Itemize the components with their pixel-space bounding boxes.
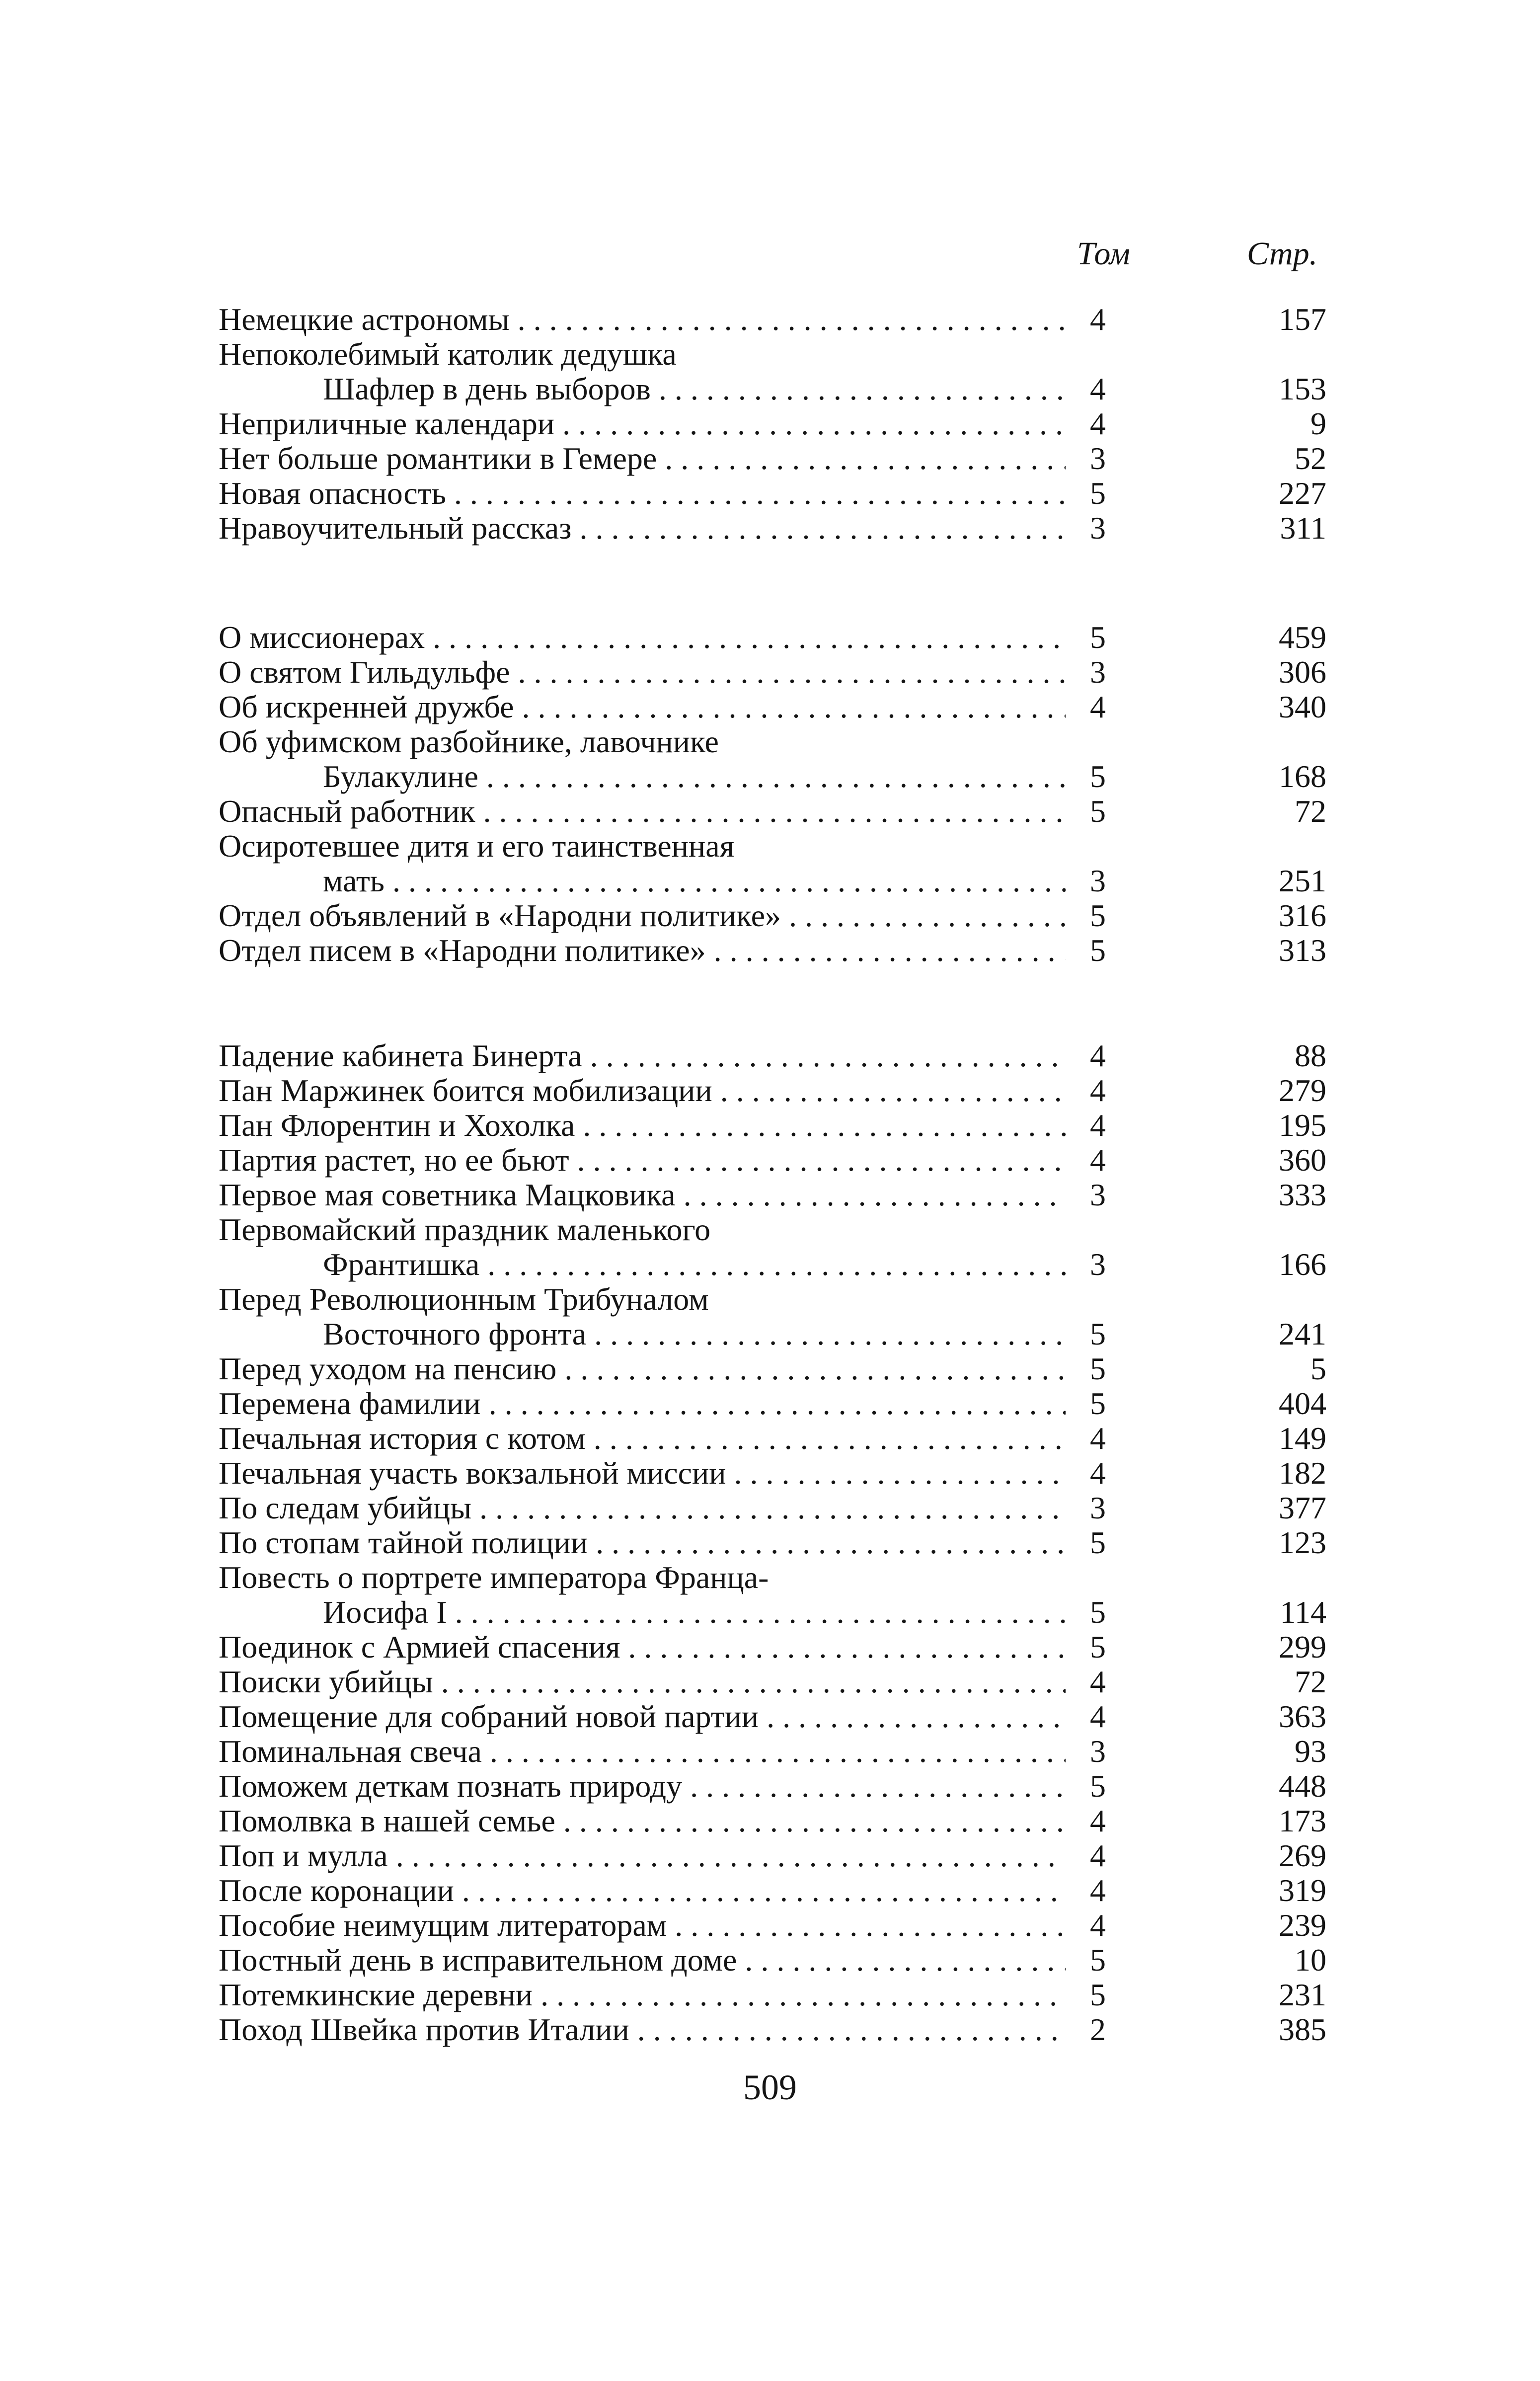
entry-title: Франтишка . . . [323, 1247, 1066, 1282]
index-row [0, 1873, 1540, 1908]
entry-title: Пан Флорентин и Хохолка . . . [219, 1108, 1066, 1143]
entry-volume: 4 [1090, 1664, 1106, 1699]
index-row [0, 372, 1540, 406]
entry-page: 306 [1279, 654, 1326, 690]
entry-title: Пособие неимущим литераторам . . . [219, 1908, 1066, 1943]
entry-volume: 5 [1090, 1768, 1106, 1804]
entry-volume: 5 [1090, 1351, 1106, 1386]
entry-title: Падение кабинета Бинерта . . . [219, 1038, 1066, 1073]
entry-volume: 3 [1090, 441, 1106, 476]
index-row [0, 511, 1540, 546]
index-row [0, 1943, 1540, 1978]
entry-volume: 4 [1090, 406, 1106, 441]
entry-title: Поиски убийцы . . . [219, 1665, 1066, 1699]
entry-page: 313 [1279, 933, 1326, 968]
entry-page: 333 [1279, 1177, 1326, 1212]
entry-page: 114 [1280, 1594, 1326, 1630]
index-row [0, 1908, 1540, 1943]
index-row [0, 864, 1540, 898]
index-row [0, 759, 1540, 794]
index-row [0, 1143, 1540, 1178]
entry-page: 173 [1279, 1803, 1326, 1838]
entry-page: 448 [1279, 1768, 1326, 1804]
entry-volume: 3 [1090, 1247, 1106, 1282]
entry-title: По стопам тайной полиции . . . [219, 1525, 1066, 1560]
entry-title: Немецкие астрономы . . . [219, 302, 1066, 337]
index-row [0, 1421, 1540, 1456]
entry-page: 319 [1279, 1873, 1326, 1908]
entry-title: После коронации . . . [219, 1873, 1066, 1908]
entry-page: 269 [1279, 1838, 1326, 1873]
entry-page: 385 [1279, 2012, 1326, 2047]
index-row [0, 406, 1540, 441]
entry-volume: 5 [1090, 1525, 1106, 1560]
index-row [0, 1665, 1540, 1699]
entry-page: 72 [1295, 1664, 1326, 1699]
entry-volume: 5 [1090, 1316, 1106, 1351]
entry-title: Постный день в исправительном доме . . . [219, 1943, 1066, 1978]
entry-page: 316 [1279, 898, 1326, 933]
entry-volume: 5 [1090, 898, 1106, 933]
volume-column-header: Том [1077, 236, 1130, 272]
entry-page: 166 [1279, 1247, 1326, 1282]
entry-volume: 4 [1090, 1838, 1106, 1873]
entry-title: Опасный работник . . . [219, 794, 1066, 829]
entry-page: 363 [1279, 1699, 1326, 1734]
entry-page: 123 [1279, 1525, 1326, 1560]
index-row [0, 1491, 1540, 1525]
entry-volume: 4 [1090, 1803, 1106, 1838]
index-row [0, 1282, 1540, 1317]
entry-title: Поп и мулла . . . [219, 1838, 1066, 1873]
entry-title: Отдел писем в «Народни политике» . . . [219, 933, 1066, 968]
entry-page: 93 [1295, 1734, 1326, 1769]
index-row [0, 1038, 1540, 1073]
entry-volume: 4 [1090, 689, 1106, 724]
index-row [0, 2012, 1540, 2047]
page-column-header: Стр. [1247, 236, 1318, 272]
entry-title: Об искренней дружбе . . . [219, 690, 1066, 724]
index-row [0, 337, 1540, 372]
entry-volume: 4 [1090, 1073, 1106, 1108]
entry-title: Помолвка в нашей семье . . . [219, 1804, 1066, 1838]
entry-page: 168 [1279, 759, 1326, 794]
entry-title: Помещение для собраний новой партии . . . [219, 1699, 1066, 1734]
index-row [0, 829, 1540, 864]
index-row [0, 1560, 1540, 1595]
entry-title: Неприличные календари . . . [219, 406, 1066, 441]
index-row [0, 441, 1540, 476]
entry-volume: 5 [1090, 933, 1106, 968]
entry-volume: 4 [1090, 1699, 1106, 1734]
entry-volume: 4 [1090, 1455, 1106, 1491]
index-row [0, 1351, 1540, 1386]
entry-volume: 5 [1090, 1594, 1106, 1630]
index-row [0, 898, 1540, 933]
entry-page: 340 [1279, 689, 1326, 724]
page-number: 509 [743, 2067, 797, 2107]
entry-volume: 4 [1090, 1142, 1106, 1178]
entry-title: Булакулине . . . [323, 759, 1066, 794]
entry-volume: 5 [1090, 759, 1106, 794]
entry-page: 227 [1279, 476, 1326, 511]
entry-page: 311 [1280, 510, 1326, 546]
entry-page: 279 [1279, 1073, 1326, 1108]
entry-title: Перед уходом на пенсию . . . [219, 1351, 1066, 1386]
entry-page: 231 [1279, 1977, 1326, 2012]
entry-volume: 4 [1090, 1873, 1106, 1908]
entry-page: 251 [1279, 863, 1326, 898]
entry-title: По следам убийцы . . . [219, 1491, 1066, 1525]
entry-title: О миссионерах . . . [219, 620, 1066, 655]
index-group-o [0, 620, 1540, 968]
index-row [0, 1699, 1540, 1734]
entry-title: Перед Революционным Трибуналом [219, 1282, 709, 1317]
entry-title: Пан Маржинек боится мобилизации . . . [219, 1073, 1066, 1108]
index-row [0, 724, 1540, 759]
entry-page: 149 [1279, 1421, 1326, 1456]
index-row [0, 1838, 1540, 1873]
index-row [0, 620, 1540, 655]
entry-title: Печальная участь вокзальной миссии . . . [219, 1456, 1066, 1491]
entry-title: мать . . . [323, 864, 1066, 898]
index-row [0, 1769, 1540, 1804]
entry-page: 239 [1279, 1907, 1326, 1943]
index-group-n [0, 302, 1540, 546]
index-row [0, 1595, 1540, 1630]
index-row [0, 794, 1540, 829]
index-row [0, 1978, 1540, 2012]
entry-title: Поединок с Армией спасения . . . [219, 1630, 1066, 1665]
entry-title: Печальная история с котом . . . [219, 1421, 1066, 1456]
entry-title: Первомайский праздник маленького [219, 1212, 711, 1247]
entry-volume: 3 [1090, 654, 1106, 690]
entry-title: Потемкинские деревни . . . [219, 1978, 1066, 2012]
entry-volume: 4 [1090, 1108, 1106, 1143]
entry-title: О святом Гильдульфе . . . [219, 655, 1066, 690]
entry-title: Непоколебимый католик дедушка [219, 337, 677, 372]
entry-volume: 3 [1090, 1490, 1106, 1525]
index-row [0, 1247, 1540, 1282]
entry-volume: 2 [1090, 2012, 1106, 2047]
entry-page: 241 [1279, 1316, 1326, 1351]
index-group-p [0, 1038, 1540, 2047]
entry-page: 195 [1279, 1108, 1326, 1143]
entry-volume: 4 [1090, 1038, 1106, 1073]
entry-volume: 4 [1090, 1421, 1106, 1456]
entry-page: 404 [1279, 1386, 1326, 1421]
index-row [0, 655, 1540, 690]
entry-title: Новая опасность . . . [219, 476, 1066, 511]
entry-title: Поминальная свеча . . . [219, 1734, 1066, 1769]
entry-title: Повесть о портрете императора Франца- [219, 1560, 769, 1595]
index-row [0, 1734, 1540, 1769]
index-row [0, 1386, 1540, 1421]
entry-volume: 5 [1090, 1977, 1106, 2012]
entry-page: 377 [1279, 1490, 1326, 1525]
index-row [0, 1073, 1540, 1108]
entry-page: 52 [1295, 441, 1326, 476]
index-row [0, 1178, 1540, 1212]
entry-volume: 4 [1090, 1907, 1106, 1943]
entry-title: Осиротевшее дитя и его таинственная [219, 829, 735, 864]
entry-title: Партия растет, но ее бьют . . . [219, 1143, 1066, 1178]
index-row [0, 476, 1540, 511]
entry-title: Нравоучительный рассказ . . . [219, 511, 1066, 546]
index-row [0, 933, 1540, 968]
index-row [0, 1525, 1540, 1560]
index-row [0, 1317, 1540, 1351]
entry-title: Восточного фронта . . . [323, 1317, 1066, 1351]
index-row [0, 1456, 1540, 1491]
index-row [0, 1804, 1540, 1838]
entry-title: Об уфимском разбойнике, лавочнике [219, 724, 719, 759]
entry-page: 157 [1279, 302, 1326, 337]
index-row [0, 690, 1540, 724]
entry-volume: 5 [1090, 1942, 1106, 1978]
entry-page: 5 [1310, 1351, 1326, 1386]
entry-title: Нет больше романтики в Гемере . . . [219, 441, 1066, 476]
index-row [0, 1108, 1540, 1143]
entry-volume: 5 [1090, 476, 1106, 511]
entry-title: Первое мая советника Мацковика . . . [219, 1178, 1066, 1212]
entry-volume: 4 [1090, 302, 1106, 337]
index-row [0, 1630, 1540, 1665]
entry-page: 9 [1310, 406, 1326, 441]
entry-page: 10 [1295, 1942, 1326, 1978]
entry-title: Перемена фамилии . . . [219, 1386, 1066, 1421]
entry-title: Иосифа I . . . [323, 1595, 1066, 1630]
entry-page: 88 [1295, 1038, 1326, 1073]
index-row [0, 1212, 1540, 1247]
entry-volume: 5 [1090, 1386, 1106, 1421]
entry-volume: 3 [1090, 1177, 1106, 1212]
index-row [0, 302, 1540, 337]
entry-volume: 3 [1090, 1734, 1106, 1769]
entry-volume: 5 [1090, 794, 1106, 829]
entry-page: 360 [1279, 1142, 1326, 1178]
entry-page: 153 [1279, 371, 1326, 406]
entry-title: Отдел объявлений в «Народни политике» . . . [219, 898, 1066, 933]
entry-page: 459 [1279, 620, 1326, 655]
entry-title: Шафлер в день выборов . . . [323, 372, 1066, 406]
entry-volume: 3 [1090, 863, 1106, 898]
entry-volume: 5 [1090, 1629, 1106, 1665]
entry-page: 299 [1279, 1629, 1326, 1665]
entry-page: 72 [1295, 794, 1326, 829]
entry-volume: 3 [1090, 510, 1106, 546]
entry-page: 182 [1279, 1455, 1326, 1491]
entry-title: Поможем деткам познать природу . . . [219, 1769, 1066, 1804]
entry-volume: 4 [1090, 371, 1106, 406]
entry-title: Поход Швейка против Италии . . . [219, 2012, 1066, 2047]
entry-volume: 5 [1090, 620, 1106, 655]
